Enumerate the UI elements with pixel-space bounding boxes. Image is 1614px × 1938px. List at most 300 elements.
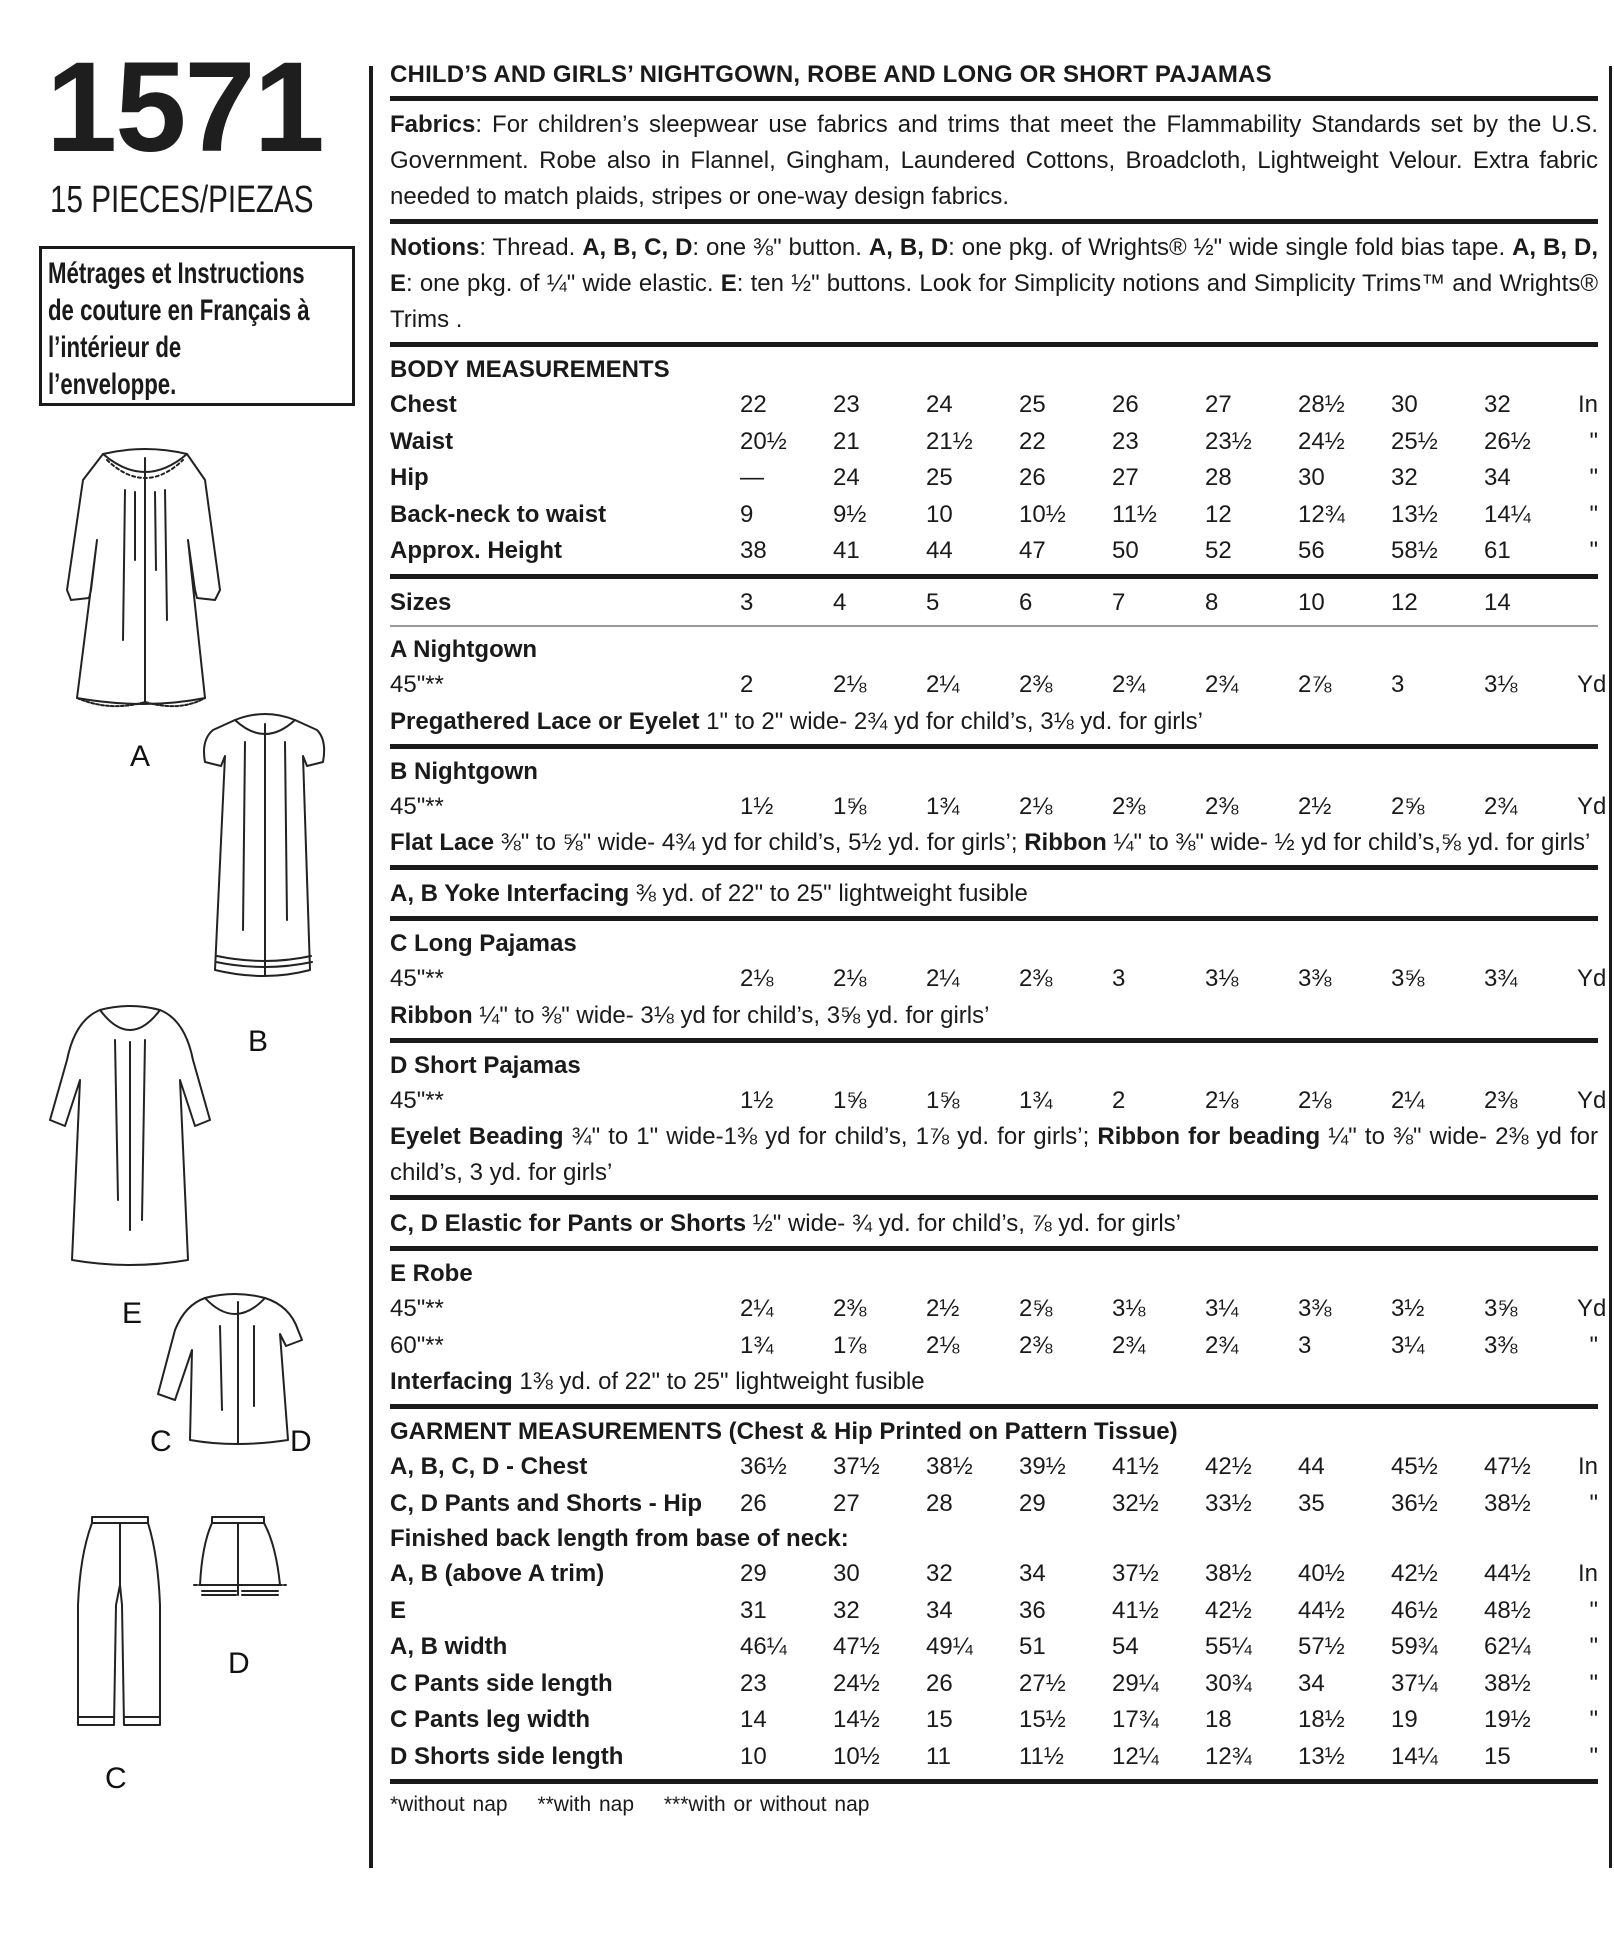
cell-value: 3½ xyxy=(1391,1295,1425,1322)
divider xyxy=(390,342,1598,347)
cell-value: 3 xyxy=(740,588,754,616)
pattern-number: 1571 xyxy=(46,36,323,179)
table-row xyxy=(390,1556,1598,1593)
cell-value: 28 xyxy=(926,1489,953,1517)
cell-value: 2⅛ xyxy=(740,965,774,992)
cell-value: 45½ xyxy=(1391,1453,1438,1480)
unit-label: In xyxy=(1577,1453,1598,1480)
cell-value: 26 xyxy=(1112,391,1139,418)
cell-value: 10 xyxy=(926,500,953,528)
divider xyxy=(390,865,1598,870)
divider xyxy=(390,744,1598,749)
row-label: C Pants leg width xyxy=(390,1706,591,1733)
table-row xyxy=(390,1666,1598,1703)
cell-value: 14 xyxy=(740,1706,767,1733)
cell-value: 26 xyxy=(926,1669,953,1697)
d-short-pajamas-yardage xyxy=(390,1083,1607,1120)
a-nightgown-yardage xyxy=(390,667,1607,704)
cell-value: 21 xyxy=(833,427,860,455)
cell-value: 2⅛ xyxy=(1205,1086,1239,1114)
cell-value: 30 xyxy=(1298,464,1325,491)
cell-value: 37¼ xyxy=(1391,1669,1438,1697)
c-long-pajamas-heading: C Long Pajamas xyxy=(390,930,577,957)
cell-value: — xyxy=(740,464,764,491)
row-label: E xyxy=(390,1596,407,1624)
cell-value: 3¼ xyxy=(1205,1295,1239,1322)
cell-value: 14 xyxy=(1484,588,1511,616)
cell-value: 30 xyxy=(833,1560,860,1587)
row-label: 45"** xyxy=(390,1295,444,1322)
elastic-note xyxy=(390,1206,1598,1242)
cell-value: 35 xyxy=(1298,1489,1325,1517)
table-row xyxy=(390,1702,1598,1739)
table-row xyxy=(390,1449,1598,1486)
fabrics-paragraph xyxy=(390,107,1598,215)
cell-value: 10½ xyxy=(1019,500,1066,528)
cell-value: 44 xyxy=(1298,1453,1325,1480)
e-robe-heading: E Robe xyxy=(390,1260,473,1287)
note-text: ¼" to ⅜" wide- 3⅛ yd for child’s, 3⅝ yd. for girls’ xyxy=(472,1001,990,1029)
column-divider xyxy=(369,66,373,1868)
c-long-pajamas-note xyxy=(390,998,1598,1034)
cell-value: 2¼ xyxy=(926,965,960,992)
cell-value: 32 xyxy=(1391,464,1418,491)
cell-value: 20½ xyxy=(740,427,787,455)
cell-value: 3⅛ xyxy=(1484,671,1518,698)
view-label-c: C xyxy=(150,1425,172,1458)
cell-value: 46½ xyxy=(1391,1596,1438,1624)
table-row xyxy=(390,533,1598,570)
cell-value: 2⅛ xyxy=(926,1331,960,1359)
yoke-interfacing-note xyxy=(390,876,1598,912)
cell-value: 32 xyxy=(1484,391,1511,418)
pattern-info xyxy=(390,58,1607,1820)
cell-value: 23 xyxy=(833,391,860,418)
cell-value: 2⅝ xyxy=(1019,1295,1053,1322)
cell-value: 47½ xyxy=(1484,1453,1531,1480)
cell-value: 1⅝ xyxy=(833,1086,867,1114)
cell-value: 51 xyxy=(1019,1633,1046,1660)
view-label-b: B xyxy=(248,1025,269,1058)
cell-value: 2¾ xyxy=(1205,671,1239,698)
c-long-pajamas-yardage xyxy=(390,961,1607,998)
garment-measurements-table xyxy=(390,1449,1598,1522)
divider xyxy=(390,1779,1598,1784)
cell-value: 2⅛ xyxy=(1298,1086,1332,1114)
cell-value: 12¼ xyxy=(1112,1742,1159,1770)
cell-value: 12 xyxy=(1391,588,1418,616)
cell-value: 41½ xyxy=(1112,1596,1159,1624)
cell-value: 41½ xyxy=(1112,1453,1159,1480)
unit-label: " xyxy=(1589,1596,1598,1624)
cell-value: 2⅝ xyxy=(1391,792,1425,820)
row-label: A, B, C, D - Chest xyxy=(390,1453,588,1480)
unit-label: Yd xyxy=(1577,671,1607,698)
notions-view-label: A, B, D, E xyxy=(390,234,1599,297)
cell-value: 29¼ xyxy=(1112,1669,1159,1697)
d-short-pajamas-heading: D Short Pajamas xyxy=(390,1051,581,1079)
divider xyxy=(390,1195,1598,1200)
divider xyxy=(390,219,1598,224)
notions-text: : one pkg. of Wrights® ½" wide single fold bias tape. xyxy=(948,234,1513,261)
fabrics-text: : For children’s sleepwear use fabrics and trims that meet the Flammability Standards set by the U.S. Government. Robe also in Flannel, Gingham, Laundered Cottons, Broadcloth, Lightweight Velour. Extra fabric needed to match plaids, stripes or one-way design fabrics. xyxy=(390,111,1598,210)
cell-value: 38½ xyxy=(1484,1489,1531,1517)
cell-value: 2½ xyxy=(926,1295,960,1322)
cell-value: 19 xyxy=(1391,1706,1418,1733)
cell-value: 36 xyxy=(1019,1596,1046,1624)
sizes-row xyxy=(390,585,1598,622)
a-nightgown-note xyxy=(390,704,1598,740)
row-label: 45"** xyxy=(390,965,444,992)
cell-value: 9½ xyxy=(833,500,867,528)
row-label: 45"** xyxy=(390,671,444,698)
table-row xyxy=(390,789,1607,826)
footnote: ***with or without nap xyxy=(663,1793,870,1816)
cell-value: 2¾ xyxy=(1484,792,1518,820)
cell-value: 32 xyxy=(833,1596,860,1624)
cell-value: 36½ xyxy=(1391,1489,1438,1517)
unit-label: " xyxy=(1589,537,1598,564)
unit-label: Yd xyxy=(1577,965,1607,992)
cell-value: 40½ xyxy=(1298,1560,1345,1587)
a-nightgown-heading: A Nightgown xyxy=(390,636,538,663)
cell-value: 3 xyxy=(1391,671,1405,698)
cell-value: 37½ xyxy=(833,1453,880,1480)
unit-label: " xyxy=(1589,1706,1598,1733)
row-label: Approx. Height xyxy=(390,537,562,564)
cell-value: 3¼ xyxy=(1391,1331,1425,1359)
row-label: Back-neck to waist xyxy=(390,500,607,528)
notions-view-label: A, B, D xyxy=(868,234,949,261)
cell-value: 19½ xyxy=(1484,1706,1531,1733)
cell-value: 3⅝ xyxy=(1391,965,1425,992)
table-row xyxy=(390,424,1598,461)
cell-value: 14¼ xyxy=(1391,1742,1438,1770)
table-row xyxy=(390,1629,1598,1666)
notions-view-label: A, B, C, D xyxy=(582,234,693,261)
cell-value: 34 xyxy=(926,1596,953,1624)
e-robe-note xyxy=(390,1364,1598,1400)
cell-value: 21½ xyxy=(926,427,973,455)
french-instructions-box xyxy=(39,246,355,406)
cell-value: 6 xyxy=(1019,588,1033,616)
d-short-pajamas-note xyxy=(390,1119,1598,1191)
divider xyxy=(390,916,1598,921)
cell-value: 24 xyxy=(926,391,953,418)
cell-value: 55¼ xyxy=(1205,1633,1252,1660)
cell-value: 47½ xyxy=(833,1633,880,1660)
note-bold: Flat Lace xyxy=(390,829,495,856)
unit-label: " xyxy=(1589,1633,1598,1660)
cell-value: 31 xyxy=(740,1596,767,1624)
table-row xyxy=(390,585,1598,622)
cell-value: 23½ xyxy=(1205,427,1252,455)
view-label-d-shorts: D xyxy=(228,1647,250,1680)
table-row xyxy=(390,667,1607,704)
cell-value: 38½ xyxy=(1205,1560,1252,1587)
b-nightgown-heading: B Nightgown xyxy=(390,757,538,785)
view-label-e: E xyxy=(122,1297,143,1330)
cell-value: 23 xyxy=(740,1669,767,1697)
cell-value: 22 xyxy=(1019,427,1046,455)
cell-value: 62¼ xyxy=(1484,1633,1531,1660)
note-text: 1" to 2" wide- 2¾ yd for child’s, 3⅛ yd. for girls’ xyxy=(699,707,1203,735)
cell-value: 3⅝ xyxy=(1484,1295,1518,1322)
cell-value: 54 xyxy=(1112,1633,1139,1660)
unit-label: " xyxy=(1589,427,1598,455)
row-label: 45"** xyxy=(390,1086,444,1114)
cell-value: 3⅜ xyxy=(1484,1331,1518,1359)
cell-value: 3⅛ xyxy=(1205,965,1239,992)
cell-value: 12¾ xyxy=(1298,500,1345,528)
note-text: ¾" to 1" wide-1⅜ yd for child’s, 1⅞ yd. for girls’; xyxy=(563,1123,1098,1150)
cell-value: 2¾ xyxy=(1112,671,1146,698)
garment-measurements-heading: GARMENT MEASUREMENTS (Chest & Hip Printed on Pattern Tissue) xyxy=(390,1418,1178,1445)
finished-length-table xyxy=(390,1556,1598,1775)
body-measurements-table xyxy=(390,387,1598,570)
cell-value: 3¾ xyxy=(1484,965,1518,992)
cell-value: 12 xyxy=(1205,500,1232,528)
cell-value: 23 xyxy=(1112,427,1139,455)
cell-value: 30 xyxy=(1391,391,1418,418)
cell-value: 22 xyxy=(740,391,767,418)
cell-value: 46¼ xyxy=(740,1633,787,1660)
cell-value: 1¾ xyxy=(1019,1086,1053,1114)
row-label: C, D Pants and Shorts - Hip xyxy=(390,1489,703,1517)
cell-value: 25 xyxy=(926,464,953,491)
cell-value: 27 xyxy=(833,1489,860,1517)
cell-value: 28 xyxy=(1205,464,1232,491)
row-label: Sizes xyxy=(390,588,452,616)
note-text: ⅜" to ⅝" wide- 4¾ yd for child’s, 5½ yd. for girls’; xyxy=(494,829,1025,856)
note-text: ⅜ yd. of 22" to 25" lightweight fusible xyxy=(629,880,1028,907)
cell-value: 2⅜ xyxy=(1112,792,1146,820)
cell-value: 1⅝ xyxy=(926,1086,960,1114)
table-row xyxy=(390,1739,1598,1776)
cell-value: 42½ xyxy=(1205,1453,1252,1480)
cell-value: 27 xyxy=(1112,464,1139,491)
cell-value: 3 xyxy=(1112,965,1126,992)
notions-view-label: E xyxy=(720,270,737,297)
notions-text: : one ⅜" button. xyxy=(692,234,869,261)
cell-value: 25 xyxy=(1019,391,1046,418)
note-bold: A, B Yoke Interfacing xyxy=(390,880,630,907)
cell-value: 2¾ xyxy=(1112,1331,1146,1359)
cell-value: 1⅞ xyxy=(833,1331,867,1359)
note-bold: Eyelet Beading xyxy=(390,1123,564,1150)
unit-label: " xyxy=(1589,1331,1598,1359)
cell-value: 38 xyxy=(740,537,767,564)
cell-value: 15 xyxy=(926,1706,953,1733)
cell-value: 42½ xyxy=(1205,1596,1252,1624)
cell-value: 56 xyxy=(1298,537,1325,564)
cell-value: 18 xyxy=(1205,1706,1232,1733)
note-bold: Ribbon xyxy=(1024,829,1107,856)
cell-value: 3 xyxy=(1298,1331,1312,1359)
row-label: A, B (above A trim) xyxy=(390,1560,605,1587)
note-bold: Ribbon for beading xyxy=(1097,1123,1321,1150)
cell-value: 24 xyxy=(833,464,860,491)
row-label: Hip xyxy=(390,464,429,491)
cell-value: 14¼ xyxy=(1484,500,1531,528)
b-nightgown-note xyxy=(390,825,1598,861)
note-bold: Interfacing xyxy=(390,1368,513,1395)
view-label-c-pants: C xyxy=(105,1762,127,1795)
cell-value: 47 xyxy=(1019,537,1046,564)
cell-value: 2¼ xyxy=(926,671,960,698)
table-row xyxy=(390,387,1598,424)
cell-value: 37½ xyxy=(1112,1560,1159,1587)
cell-value: 7 xyxy=(1112,588,1126,616)
table-row xyxy=(390,1083,1607,1120)
unit-label: In xyxy=(1577,1560,1598,1587)
cell-value: 57½ xyxy=(1298,1633,1345,1660)
unit-label: Yd xyxy=(1577,1295,1607,1322)
cell-value: 2⅜ xyxy=(1019,1331,1053,1359)
french-instructions-text: Métrages et Instructions de couture en Français à l’intérieur de l’enveloppe. xyxy=(48,257,310,401)
view-b-nightgown-illustration xyxy=(195,700,335,990)
cell-value: 44½ xyxy=(1298,1596,1345,1624)
cell-value: 3⅛ xyxy=(1112,1295,1146,1322)
divider xyxy=(390,96,1598,101)
cell-value: 1½ xyxy=(740,792,774,820)
note-bold: Pregathered Lace or Eyelet xyxy=(390,707,700,735)
cell-value: 26 xyxy=(1019,464,1046,491)
cell-value: 10½ xyxy=(833,1742,880,1770)
unit-label: " xyxy=(1589,1742,1598,1770)
cell-value: 2⅛ xyxy=(833,965,867,992)
cell-value: 32 xyxy=(926,1560,953,1587)
row-label: 60"** xyxy=(390,1331,444,1359)
cell-value: 9 xyxy=(740,500,754,528)
note-bold: C, D Elastic for Pants or Shorts xyxy=(390,1210,747,1237)
cell-value: 36½ xyxy=(740,1453,787,1480)
notions-text: : one pkg. of ¼" wide elastic. xyxy=(406,270,721,297)
cell-value: 2¾ xyxy=(1205,1331,1239,1359)
row-label: Waist xyxy=(390,427,454,455)
notions-label: Notions xyxy=(390,234,480,261)
cell-value: 2⅜ xyxy=(1484,1086,1518,1114)
unit-label: " xyxy=(1589,1489,1598,1517)
cell-value: 26½ xyxy=(1484,427,1531,455)
cell-value: 18½ xyxy=(1298,1706,1345,1733)
cell-value: 2⅜ xyxy=(833,1295,867,1322)
cell-value: 4 xyxy=(833,588,847,616)
divider xyxy=(390,625,1598,627)
cell-value: 61 xyxy=(1484,537,1511,564)
cell-value: 27½ xyxy=(1019,1669,1066,1697)
cell-value: 29 xyxy=(1019,1489,1046,1517)
b-nightgown-yardage xyxy=(390,789,1607,826)
cell-value: 39½ xyxy=(1019,1453,1066,1480)
cell-value: 52 xyxy=(1205,537,1232,564)
cell-value: 24½ xyxy=(833,1669,880,1697)
cell-value: 13½ xyxy=(1298,1742,1345,1770)
cell-value: 30¾ xyxy=(1205,1669,1252,1697)
view-d-shorts-illustration xyxy=(190,1515,290,1605)
view-label-a: A xyxy=(130,740,151,773)
unit-label: " xyxy=(1589,464,1598,491)
divider xyxy=(390,574,1598,579)
cell-value: 11½ xyxy=(1112,500,1157,528)
cell-value: 1¾ xyxy=(926,792,960,820)
cell-value: 11½ xyxy=(1019,1742,1064,1770)
e-robe-yardage xyxy=(390,1291,1607,1364)
cell-value: 5 xyxy=(926,588,940,616)
pattern-title: CHILD’S AND GIRLS’ NIGHTGOWN, ROBE AND LONG OR SHORT PAJAMAS xyxy=(390,61,1272,88)
divider xyxy=(390,1404,1598,1409)
cell-value: 2⅜ xyxy=(1019,671,1053,698)
row-label: A, B width xyxy=(390,1633,508,1660)
view-label-d: D xyxy=(290,1425,312,1458)
unit-label: " xyxy=(1589,1669,1598,1697)
table-row xyxy=(390,961,1607,998)
row-label: Chest xyxy=(390,391,457,418)
cell-value: 29 xyxy=(740,1560,767,1587)
cell-value: 3⅜ xyxy=(1298,1295,1332,1322)
cell-value: 2⅜ xyxy=(1019,965,1053,992)
table-row xyxy=(390,497,1598,534)
note-text: ½" wide- ¾ yd. for child’s, ⅞ yd. for girls’ xyxy=(746,1210,1181,1237)
cell-value: 42½ xyxy=(1391,1560,1438,1587)
cell-value: 2¼ xyxy=(1391,1086,1425,1114)
divider xyxy=(390,1246,1598,1251)
fabrics-label: Fabrics xyxy=(390,111,476,138)
cell-value: 2⅛ xyxy=(1019,792,1053,820)
cell-value: 12¾ xyxy=(1205,1742,1252,1770)
cell-value: 17¾ xyxy=(1112,1706,1159,1733)
notions-paragraph xyxy=(390,230,1598,338)
cell-value: 1⅝ xyxy=(833,792,867,820)
cell-value: 24½ xyxy=(1298,427,1345,455)
table-row xyxy=(390,1593,1598,1630)
footnotes xyxy=(390,1790,1598,1820)
cell-value: 25½ xyxy=(1391,427,1438,455)
cell-value: 11 xyxy=(926,1742,951,1770)
cell-value: 2½ xyxy=(1298,792,1332,820)
cell-value: 44 xyxy=(926,537,953,564)
unit-label: In xyxy=(1577,391,1598,418)
cell-value: 59¾ xyxy=(1391,1633,1438,1660)
cell-value: 2⅛ xyxy=(833,671,867,698)
cell-value: 38½ xyxy=(926,1453,973,1480)
cell-value: 10 xyxy=(1298,588,1325,616)
cell-value: 2⅞ xyxy=(1298,671,1332,698)
notions-text: : ten ½" buttons. Look for Simplicity notions and Simplicity Trims™ and Wrights® Trims . xyxy=(390,270,1599,333)
note-bold: Ribbon xyxy=(390,1001,473,1029)
cell-value: 38½ xyxy=(1484,1669,1531,1697)
cell-value: 15½ xyxy=(1019,1706,1066,1733)
cell-value: 15 xyxy=(1484,1742,1511,1770)
cell-value: 33½ xyxy=(1205,1489,1252,1517)
cell-value: 50 xyxy=(1112,537,1139,564)
note-text: ¼" to ⅜" wide- 2⅜ yd for child’s, 3 yd. for girls’ xyxy=(390,1123,1598,1186)
cell-value: 14½ xyxy=(833,1706,880,1733)
cell-value: 10 xyxy=(740,1742,767,1770)
note-text: 1⅜ yd. of 22" to 25" lightweight fusible xyxy=(512,1368,925,1395)
table-row xyxy=(390,1486,1598,1523)
table-row xyxy=(390,460,1598,497)
cell-value: 1½ xyxy=(740,1086,774,1114)
cell-value: 49¼ xyxy=(926,1633,973,1660)
cell-value: 32½ xyxy=(1112,1489,1159,1517)
view-a-nightgown-illustration xyxy=(55,440,235,720)
cell-value: 3⅜ xyxy=(1298,965,1332,992)
view-e-robe-illustration xyxy=(45,1000,215,1270)
cell-value: 28½ xyxy=(1298,391,1345,418)
cell-value: 8 xyxy=(1205,588,1219,616)
row-label: D Shorts side length xyxy=(390,1742,624,1770)
